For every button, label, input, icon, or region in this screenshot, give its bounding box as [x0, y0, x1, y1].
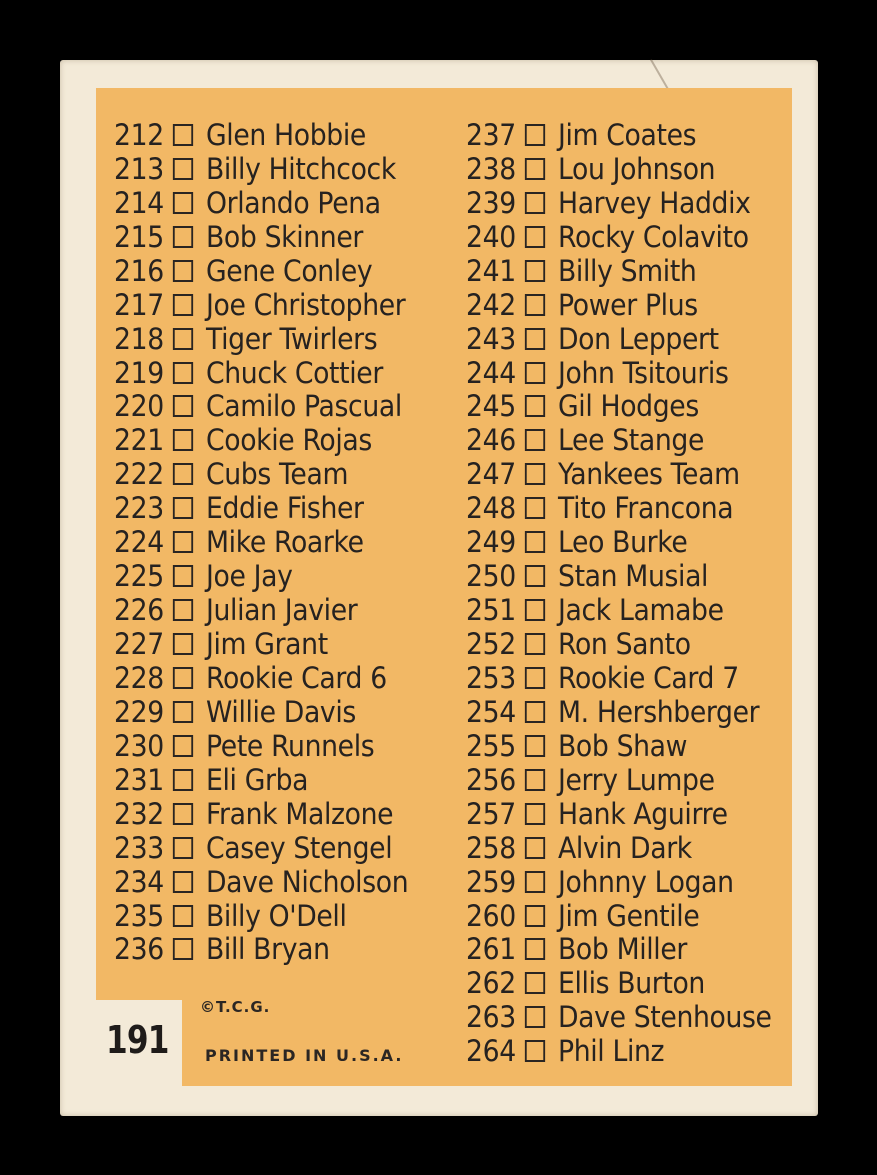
checklist-item: [114, 661, 408, 695]
checklist-item: [114, 423, 408, 457]
checklist-item: [466, 152, 772, 186]
checklist-item: [466, 763, 772, 797]
player-name: Willie Davis: [206, 694, 356, 729]
player-name: Tito Francona: [558, 491, 734, 526]
card-id: 233: [114, 830, 164, 865]
checkbox[interactable]: [173, 599, 193, 621]
checklist-item: [466, 186, 772, 220]
checklist-item: [114, 288, 408, 322]
card-id: 215: [114, 219, 164, 254]
checkbox[interactable]: [525, 735, 545, 757]
checkbox[interactable]: [525, 328, 545, 350]
player-name: Gil Hodges: [558, 389, 699, 424]
card-id: 261: [466, 932, 516, 967]
checkbox[interactable]: [173, 905, 193, 927]
checkbox[interactable]: [525, 769, 545, 791]
card-id: 248: [466, 491, 516, 526]
checklist-item: [114, 390, 408, 424]
card-id: 241: [466, 253, 516, 288]
checkbox[interactable]: [525, 192, 545, 214]
checklist-item: [114, 593, 408, 627]
player-name: Camilo Pascual: [206, 389, 402, 424]
player-name: Rocky Colavito: [558, 219, 749, 254]
checklist-item: [466, 729, 772, 763]
checkbox[interactable]: [525, 972, 545, 994]
card-id: 238: [466, 151, 516, 186]
checklist-item: [114, 559, 408, 593]
player-name: Bill Bryan: [206, 932, 330, 967]
checklist-item: [114, 457, 408, 491]
card-id: 234: [114, 864, 164, 899]
player-name: Orlando Pena: [206, 185, 381, 220]
player-name: Stan Musial: [558, 559, 709, 594]
checkbox[interactable]: [173, 633, 193, 655]
card-id: 224: [114, 525, 164, 560]
checklist-item: [114, 491, 408, 525]
player-name: Mike Roarke: [206, 525, 364, 560]
checklist-item: [114, 899, 408, 933]
player-name: Johnny Logan: [558, 864, 734, 899]
checkbox[interactable]: [525, 803, 545, 825]
player-name: Glen Hobbie: [206, 117, 366, 152]
player-name: Lou Johnson: [558, 151, 716, 186]
checkbox[interactable]: [173, 497, 193, 519]
card-id: 242: [466, 287, 516, 322]
checklist-item: [466, 966, 772, 1000]
player-name: Eli Grba: [206, 762, 309, 797]
checkbox[interactable]: [525, 1006, 545, 1028]
checklist-item: [114, 152, 408, 186]
checkbox[interactable]: [173, 158, 193, 180]
player-name: Jim Gentile: [558, 898, 700, 933]
card-id: 243: [466, 321, 516, 356]
player-name: Dave Nicholson: [206, 864, 409, 899]
checklist-item: [114, 831, 408, 865]
card-id: 247: [466, 457, 516, 492]
player-name: Jim Coates: [558, 117, 697, 152]
checklist-item: [114, 763, 408, 797]
card-id: 251: [466, 593, 516, 628]
checklist-item: [466, 254, 772, 288]
player-name: Cubs Team: [206, 457, 349, 492]
card-id: 244: [466, 355, 516, 390]
checklist-item: [466, 593, 772, 627]
player-name: Joe Christopher: [206, 287, 406, 322]
checklist-right-column: [466, 118, 798, 1068]
player-name: Billy O'Dell: [206, 898, 347, 933]
checklist-item: [466, 457, 772, 491]
player-name: Hank Aguirre: [558, 796, 728, 831]
card-id: 227: [114, 627, 164, 662]
card-id: 228: [114, 660, 164, 695]
checklist-item: [466, 322, 772, 356]
checklist-item: [466, 661, 772, 695]
card-id: 221: [114, 423, 164, 458]
checkbox[interactable]: [525, 667, 545, 689]
player-name: Rookie Card 7: [558, 660, 739, 695]
card-id: 258: [466, 830, 516, 865]
checklist-item: [466, 797, 772, 831]
checklist-item: [466, 899, 772, 933]
card-id: 253: [466, 660, 516, 695]
card-id: 259: [466, 864, 516, 899]
card-id: 229: [114, 694, 164, 729]
player-name: Lee Stange: [558, 423, 705, 458]
checklist-item: [466, 220, 772, 254]
checkbox[interactable]: [525, 260, 545, 282]
card-id: 225: [114, 559, 164, 594]
player-name: Bob Skinner: [206, 219, 364, 254]
checklist-item: [466, 831, 772, 865]
card-id: 256: [466, 762, 516, 797]
checkbox[interactable]: [173, 362, 193, 384]
card-id: 232: [114, 796, 164, 831]
checkbox[interactable]: [525, 463, 545, 485]
checklist-item: [466, 695, 772, 729]
card-id: 263: [466, 1000, 516, 1035]
checkbox[interactable]: [525, 938, 545, 960]
checkbox[interactable]: [173, 328, 193, 350]
checkbox[interactable]: [173, 803, 193, 825]
card-id: 212: [114, 117, 164, 152]
checklist-item: [466, 865, 772, 899]
card-id: 262: [466, 966, 516, 1001]
card-id: 246: [466, 423, 516, 458]
checkbox[interactable]: [173, 565, 193, 587]
checklist-item: [466, 627, 772, 661]
checklist-item: [466, 933, 772, 967]
checkbox[interactable]: [173, 531, 193, 553]
checkbox[interactable]: [525, 531, 545, 553]
checkbox[interactable]: [173, 124, 193, 146]
checkbox[interactable]: [525, 633, 545, 655]
checklist-item: [114, 118, 408, 152]
checklist-item: [114, 627, 408, 661]
checklist-item: [114, 525, 408, 559]
checkbox[interactable]: [525, 497, 545, 519]
player-name: Tiger Twirlers: [206, 321, 378, 356]
checkbox[interactable]: [525, 294, 545, 316]
player-name: Eddie Fisher: [206, 491, 364, 526]
card-id: 213: [114, 151, 164, 186]
card-id: 257: [466, 796, 516, 831]
checkbox[interactable]: [525, 158, 545, 180]
checkbox[interactable]: [525, 429, 545, 451]
player-name: Ellis Burton: [558, 966, 705, 1001]
checklist-item: [114, 865, 408, 899]
player-name: Cookie Rojas: [206, 423, 372, 458]
card-id: 235: [114, 898, 164, 933]
player-name: Pete Runnels: [206, 728, 375, 763]
checkbox[interactable]: [525, 124, 545, 146]
player-name: Ron Santo: [558, 627, 691, 662]
checklist-item: [466, 288, 772, 322]
card-id: 223: [114, 491, 164, 526]
checklist-item: [114, 695, 408, 729]
checklist-item: [466, 356, 772, 390]
checklist-item: [466, 559, 772, 593]
card-id: 249: [466, 525, 516, 560]
checkbox[interactable]: [173, 769, 193, 791]
checkbox[interactable]: [173, 871, 193, 893]
checkbox[interactable]: [173, 192, 193, 214]
checklist-item: [466, 390, 772, 424]
checkbox[interactable]: [525, 362, 545, 384]
checklist-left-column: [114, 118, 434, 966]
checkbox[interactable]: [173, 429, 193, 451]
card-id: 255: [466, 728, 516, 763]
checklist-item: [114, 186, 408, 220]
player-name: Jerry Lumpe: [558, 762, 715, 797]
card-id: 239: [466, 185, 516, 220]
card-id: 226: [114, 593, 164, 628]
card-id: 222: [114, 457, 164, 492]
player-name: Leo Burke: [558, 525, 688, 560]
checkbox[interactable]: [173, 701, 193, 723]
player-name: Billy Hitchcock: [206, 151, 396, 186]
player-name: Joe Jay: [206, 559, 293, 594]
checkbox[interactable]: [173, 837, 193, 859]
player-name: Jim Grant: [206, 627, 328, 662]
card-id: 214: [114, 185, 164, 220]
checklist-item: [114, 322, 408, 356]
player-name: Jack Lamabe: [558, 593, 724, 628]
card-id: 216: [114, 253, 164, 288]
checkbox[interactable]: [525, 1040, 545, 1062]
card-id: 230: [114, 728, 164, 763]
copyright-notice: ©T.C.G.: [200, 998, 271, 1016]
player-name: Yankees Team: [558, 457, 740, 492]
checkbox[interactable]: [525, 905, 545, 927]
card-id: 252: [466, 627, 516, 662]
checklist-item: [114, 797, 408, 831]
checklist-item: [114, 933, 408, 967]
checklist-item: [114, 254, 408, 288]
card-id: 220: [114, 389, 164, 424]
card-number: 191: [106, 1018, 169, 1062]
player-name: Bob Shaw: [558, 728, 688, 763]
player-name: Chuck Cottier: [206, 355, 383, 390]
checkbox[interactable]: [173, 395, 193, 417]
player-name: Power Plus: [558, 287, 698, 322]
card-id: 245: [466, 389, 516, 424]
checklist-item: [114, 356, 408, 390]
checkbox[interactable]: [525, 871, 545, 893]
checkbox[interactable]: [173, 226, 193, 248]
checkbox[interactable]: [173, 294, 193, 316]
checkbox[interactable]: [173, 667, 193, 689]
card-id: 219: [114, 355, 164, 390]
checkbox[interactable]: [173, 938, 193, 960]
player-name: Don Leppert: [558, 321, 719, 356]
player-name: John Tsitouris: [558, 355, 729, 390]
card-id: 237: [466, 117, 516, 152]
player-name: Harvey Haddix: [558, 185, 751, 220]
player-name: Bob Miller: [558, 932, 688, 967]
checkbox[interactable]: [525, 565, 545, 587]
checkbox[interactable]: [173, 463, 193, 485]
checkbox[interactable]: [525, 701, 545, 723]
checklist-item: [466, 423, 772, 457]
player-name: Dave Stenhouse: [558, 1000, 772, 1035]
card-id: 260: [466, 898, 516, 933]
checklist-item: [466, 525, 772, 559]
checkbox[interactable]: [173, 260, 193, 282]
player-name: Julian Javier: [206, 593, 358, 628]
checkbox[interactable]: [525, 226, 545, 248]
card-id: 250: [466, 559, 516, 594]
checklist-item: [114, 220, 408, 254]
checkbox[interactable]: [525, 395, 545, 417]
card-id: 218: [114, 321, 164, 356]
player-name: Frank Malzone: [206, 796, 394, 831]
checkbox[interactable]: [173, 735, 193, 757]
player-name: Alvin Dark: [558, 830, 692, 865]
card-id: 231: [114, 762, 164, 797]
player-name: Rookie Card 6: [206, 660, 387, 695]
checklist-item: [466, 118, 772, 152]
player-name: Gene Conley: [206, 253, 373, 288]
checkbox[interactable]: [525, 837, 545, 859]
player-name: M. Hershberger: [558, 694, 760, 729]
card-id: 240: [466, 219, 516, 254]
card-id: 254: [466, 694, 516, 729]
checklist-item: [466, 1034, 772, 1068]
checklist-item: [114, 729, 408, 763]
player-name: Casey Stengel: [206, 830, 393, 865]
player-name: Phil Linz: [558, 1034, 665, 1069]
checklist-item: [466, 1000, 772, 1034]
card-id: 217: [114, 287, 164, 322]
card-id: 236: [114, 932, 164, 967]
checkbox[interactable]: [525, 599, 545, 621]
checklist-item: [466, 491, 772, 525]
card-id: 264: [466, 1034, 516, 1069]
player-name: Billy Smith: [558, 253, 697, 288]
printed-in-usa: PRINTED IN U.S.A.: [205, 1046, 404, 1065]
